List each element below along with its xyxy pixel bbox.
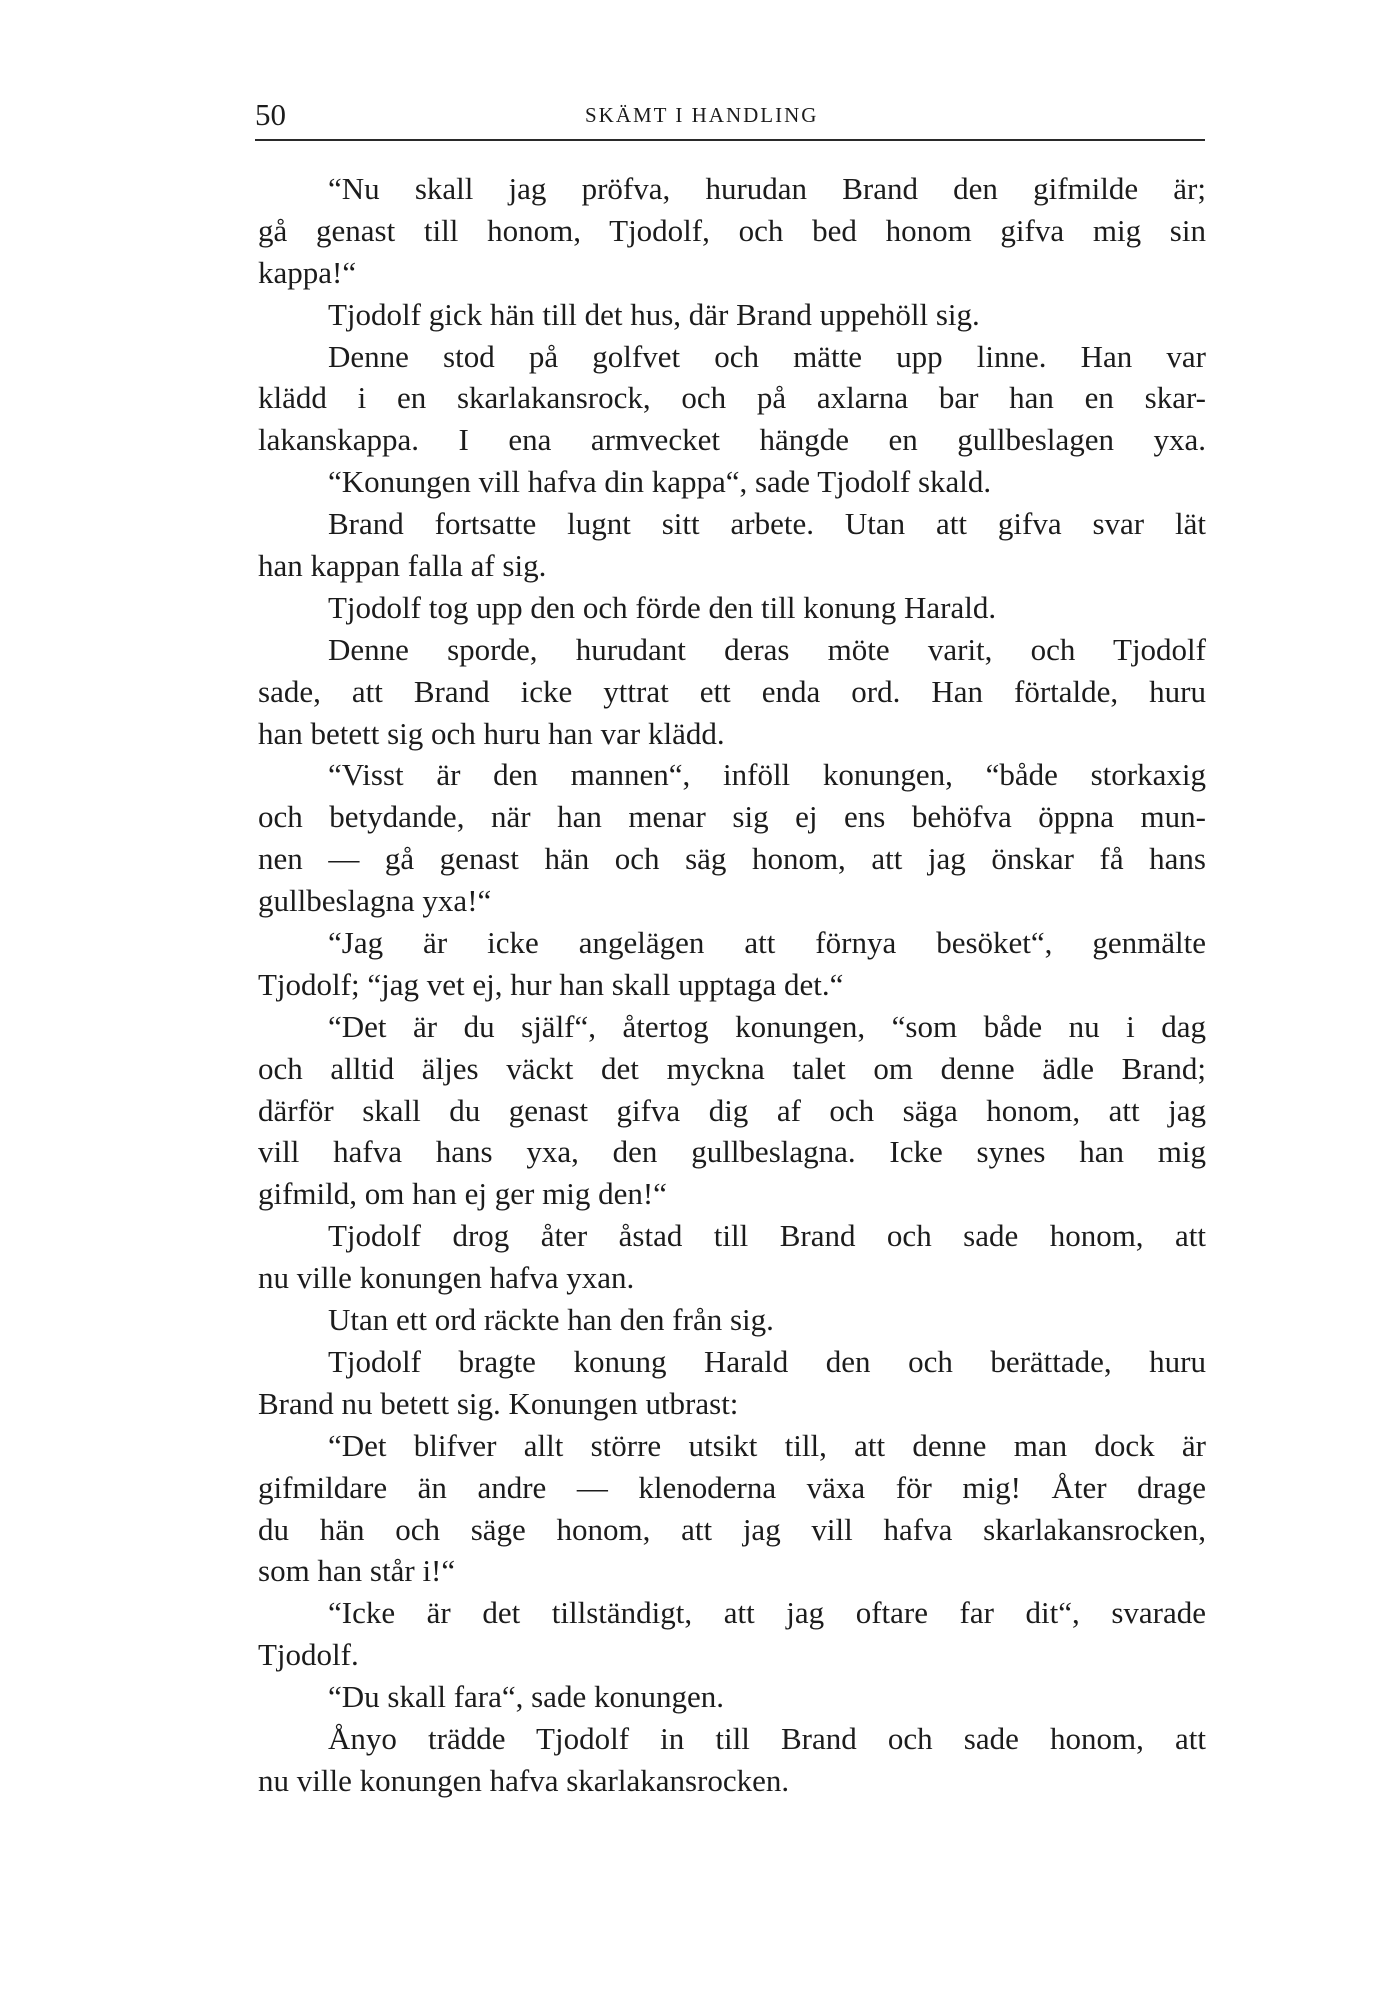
header-rule — [255, 139, 1205, 141]
text-line: kappa!“ — [258, 254, 357, 290]
text-line: gullbeslagna yxa!“ — [258, 883, 492, 919]
text-line: “Icke är det tillständigt, att jag oftare far dit“, svarade — [328, 1595, 1206, 1631]
text-line: Utan ett ord räckte han den från sig. — [328, 1302, 774, 1338]
running-head: SKÄMT I HANDLING — [585, 103, 819, 127]
text-line: Brand nu betett sig. Konungen utbrast: — [258, 1385, 739, 1421]
text-line: du hän och säge honom, att jag vill hafva skarlakansrocken, — [258, 1511, 1206, 1547]
text-line: “Konungen vill hafva din kappa“, sade Tjodolf skald. — [328, 464, 992, 500]
text-line: “Du skall fara“, sade konungen. — [328, 1679, 724, 1715]
text-line: därför skall du genast gifva dig af och säga honom, att jag — [258, 1092, 1206, 1128]
text-line: som han står i!“ — [258, 1553, 456, 1589]
body-text — [258, 168, 1206, 1802]
text-line: Tjodolf. — [258, 1637, 359, 1673]
text-line: Tjodolf; “jag vet ej, hur han skall upptaga det.“ — [258, 966, 844, 1002]
text-line: “Det är du själf“, återtog konungen, “som både nu i dag — [328, 1008, 1206, 1044]
text-line: och alltid äljes väckt det myckna talet om denne ädle Brand; — [258, 1050, 1206, 1086]
text-line: “Jag är icke angelägen att förnya besöket“, genmälte — [328, 925, 1206, 961]
text-line: gifmildare än andre — klenoderna växa för mig! Åter drage — [258, 1469, 1206, 1505]
text-line: Denne stod på golfvet och mätte upp linne. Han var — [328, 338, 1206, 374]
text-line: han betett sig och huru han var klädd. — [258, 715, 725, 751]
text-line: och betydande, när han menar sig ej ens behöfva öppna mun- — [258, 799, 1206, 835]
text-line: gifmild, om han ej ger mig den!“ — [258, 1176, 667, 1212]
text-line: “Visst är den mannen“, inföll konungen, “både storkaxig — [328, 757, 1206, 793]
text-line: lakanskappa. I ena armvecket hängde en gullbeslagen yxa. — [258, 422, 1206, 458]
text-line: “Nu skall jag pröfva, hurudan Brand den gifmilde är; — [328, 171, 1206, 206]
text-line: Tjodolf bragte konung Harald den och berättade, huru — [328, 1343, 1206, 1379]
text-line: gå genast till honom, Tjodolf, och bed honom gifva mig sin — [258, 212, 1206, 248]
text-line: nu ville konungen hafva yxan. — [258, 1260, 635, 1296]
page-header — [255, 95, 1205, 135]
text-line: Tjodolf drog åter åstad till Brand och sade honom, att — [328, 1218, 1206, 1254]
text-line: han kappan falla af sig. — [258, 548, 547, 584]
text-line: “Det blifver allt större utsikt till, att denne man dock är — [328, 1427, 1206, 1463]
text-line: Tjodolf gick hän till det hus, där Brand uppehöll sig. — [328, 296, 980, 332]
page-number: 50 — [255, 97, 286, 132]
text-line: Ånyo trädde Tjodolf in till Brand och sade honom, att — [328, 1720, 1206, 1756]
text-line: Tjodolf tog upp den och förde den till konung Harald. — [328, 589, 997, 625]
text-line: klädd i en skarlakansrock, och på axlarna bar han en skar- — [258, 380, 1206, 416]
text-line: vill hafva hans yxa, den gullbeslagna. Icke synes han mig — [258, 1134, 1206, 1170]
text-line: Brand fortsatte lugnt sitt arbete. Utan att gifva svar lät — [328, 506, 1206, 542]
text-line: Denne sporde, hurudant deras möte varit, och Tjodolf — [328, 631, 1206, 667]
text-line: nen — gå genast hän och säg honom, att jag önskar få hans — [258, 841, 1206, 877]
text-line: sade, att Brand icke yttrat ett enda ord. Han förtalde, huru — [258, 673, 1206, 709]
text-line: nu ville konungen hafva skarlakansrocken. — [258, 1762, 790, 1798]
